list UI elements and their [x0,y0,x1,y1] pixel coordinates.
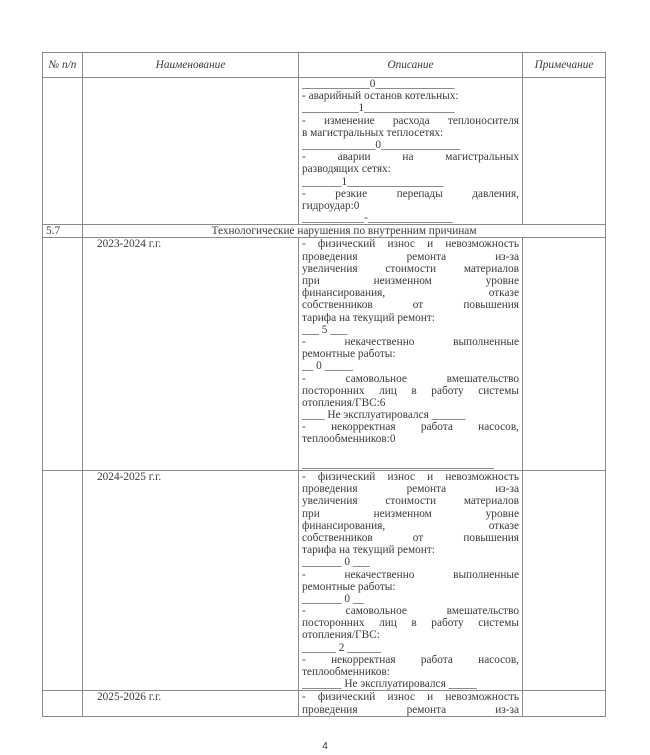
cell-name [83,78,299,225]
cell-name: 2023-2024 г.г. [83,238,299,471]
description-line: посторонних лиц в работу системы [302,384,519,397]
description-line: _______ 0 __ [302,592,365,605]
description-line: посторонних лиц в работу системы [302,617,519,630]
description-line: __________________________________ [302,457,495,470]
description-line: теплообменников: [302,666,390,679]
cell-note [523,691,606,716]
description-line: увеличения стоимости материалов [302,262,519,275]
description-line: проведения ремонта из-за [302,250,519,263]
header-desc: Описание [299,53,523,78]
description-line: тарифа на текущий ремонт: [302,544,435,557]
description-line: собственников от повышения [302,299,519,312]
description-line: в магистральных теплосетях: [302,126,444,139]
description-line: - некорректная работа насосов, [302,653,519,666]
description-line: _______1_________________ [302,175,444,188]
description-line: собственников от повышения [302,531,519,544]
description-line: - физический износ и невозможность [302,471,519,484]
data-table [42,52,606,717]
table-row [43,238,606,471]
description-line: разводящих сетях: [302,163,391,176]
description-line: проведения ремонта из-за [302,703,519,716]
description-line: - некорректная работа насосов, [302,421,519,434]
cell-desc [299,78,523,225]
cell-name: 2025-2026 г.г. [83,691,299,716]
description-line: _______ 0 ___ [302,556,370,569]
description-line: - физический износ и невозможность [302,691,519,704]
description-line: ремонтные работы: [302,580,396,593]
section-title: Технологические нарушения по внутренним причинам [83,225,606,238]
description-line: - некачественно выполненные [302,568,519,581]
description-line: - самовольное вмешательство [302,605,519,618]
description-line: - изменение расхода теплоносителя [302,114,519,127]
cell-desc [299,238,523,471]
description-line: - самовольное вмешательство [302,372,519,385]
description-line: отопления/ГВС:6 [302,396,386,409]
description-line: __ 0 _____ [302,360,353,373]
description-line: ______ 2 ______ [302,641,382,654]
cell-desc [299,471,523,691]
description-line: __________1________________ [302,102,455,115]
header-name: Наименование [83,53,299,78]
cell-desc [299,691,523,716]
description-line: ____ Не эксплуатировался ______ [302,409,466,422]
header-row [43,53,606,78]
description-line: увеличения стоимости материалов [302,495,519,508]
table-row [43,471,606,691]
cell-num [43,471,83,691]
description-line: _____________0______________ [302,138,461,151]
description-line: проведения ремонта из-за [302,483,519,496]
description-line: при неизменном уровне [302,275,519,288]
section-num: 5.7 [43,225,83,238]
description-line: тарифа на текущий ремонт: [302,311,435,324]
description-line: финансирования, отказе [302,519,519,532]
page-number: 4 [322,741,328,752]
cell-note [523,238,606,471]
description-line: финансирования, отказе [302,287,519,300]
cell-note [523,78,606,225]
cell-num [43,78,83,225]
description-line: - физический износ и невозможность [302,238,519,251]
description-line: ___________-_______________ [302,212,453,225]
description-line: _______ Не эксплуатировался _____ [302,678,477,691]
table-row [43,691,606,716]
description-line: - резкие перепады давления, [302,187,519,200]
description-line: ремонтные работы: [302,348,396,361]
description-line: - некачественно выполненные [302,335,519,348]
header-note: Примечание [523,53,606,78]
description-line: гидроудар:0 [302,199,360,212]
header-num: № п/п [43,53,83,78]
description-line: - аварийный останов котельных: [302,90,459,103]
description-line: ____________0______________ [302,78,455,90]
cell-num [43,238,83,471]
cell-name: 2024-2025 г.г. [83,471,299,691]
description-line [302,446,519,458]
description-line: теплообменников:0 [302,433,396,446]
table-row [43,78,606,225]
description-line: отопления/ГВС: [302,629,380,642]
description-line: ___ 5 ___ [302,323,348,336]
cell-note [523,471,606,691]
section-row [43,225,606,238]
cell-num [43,691,83,716]
description-line: - аварии на магистральных [302,151,519,164]
description-line: при неизменном уровне [302,507,519,520]
